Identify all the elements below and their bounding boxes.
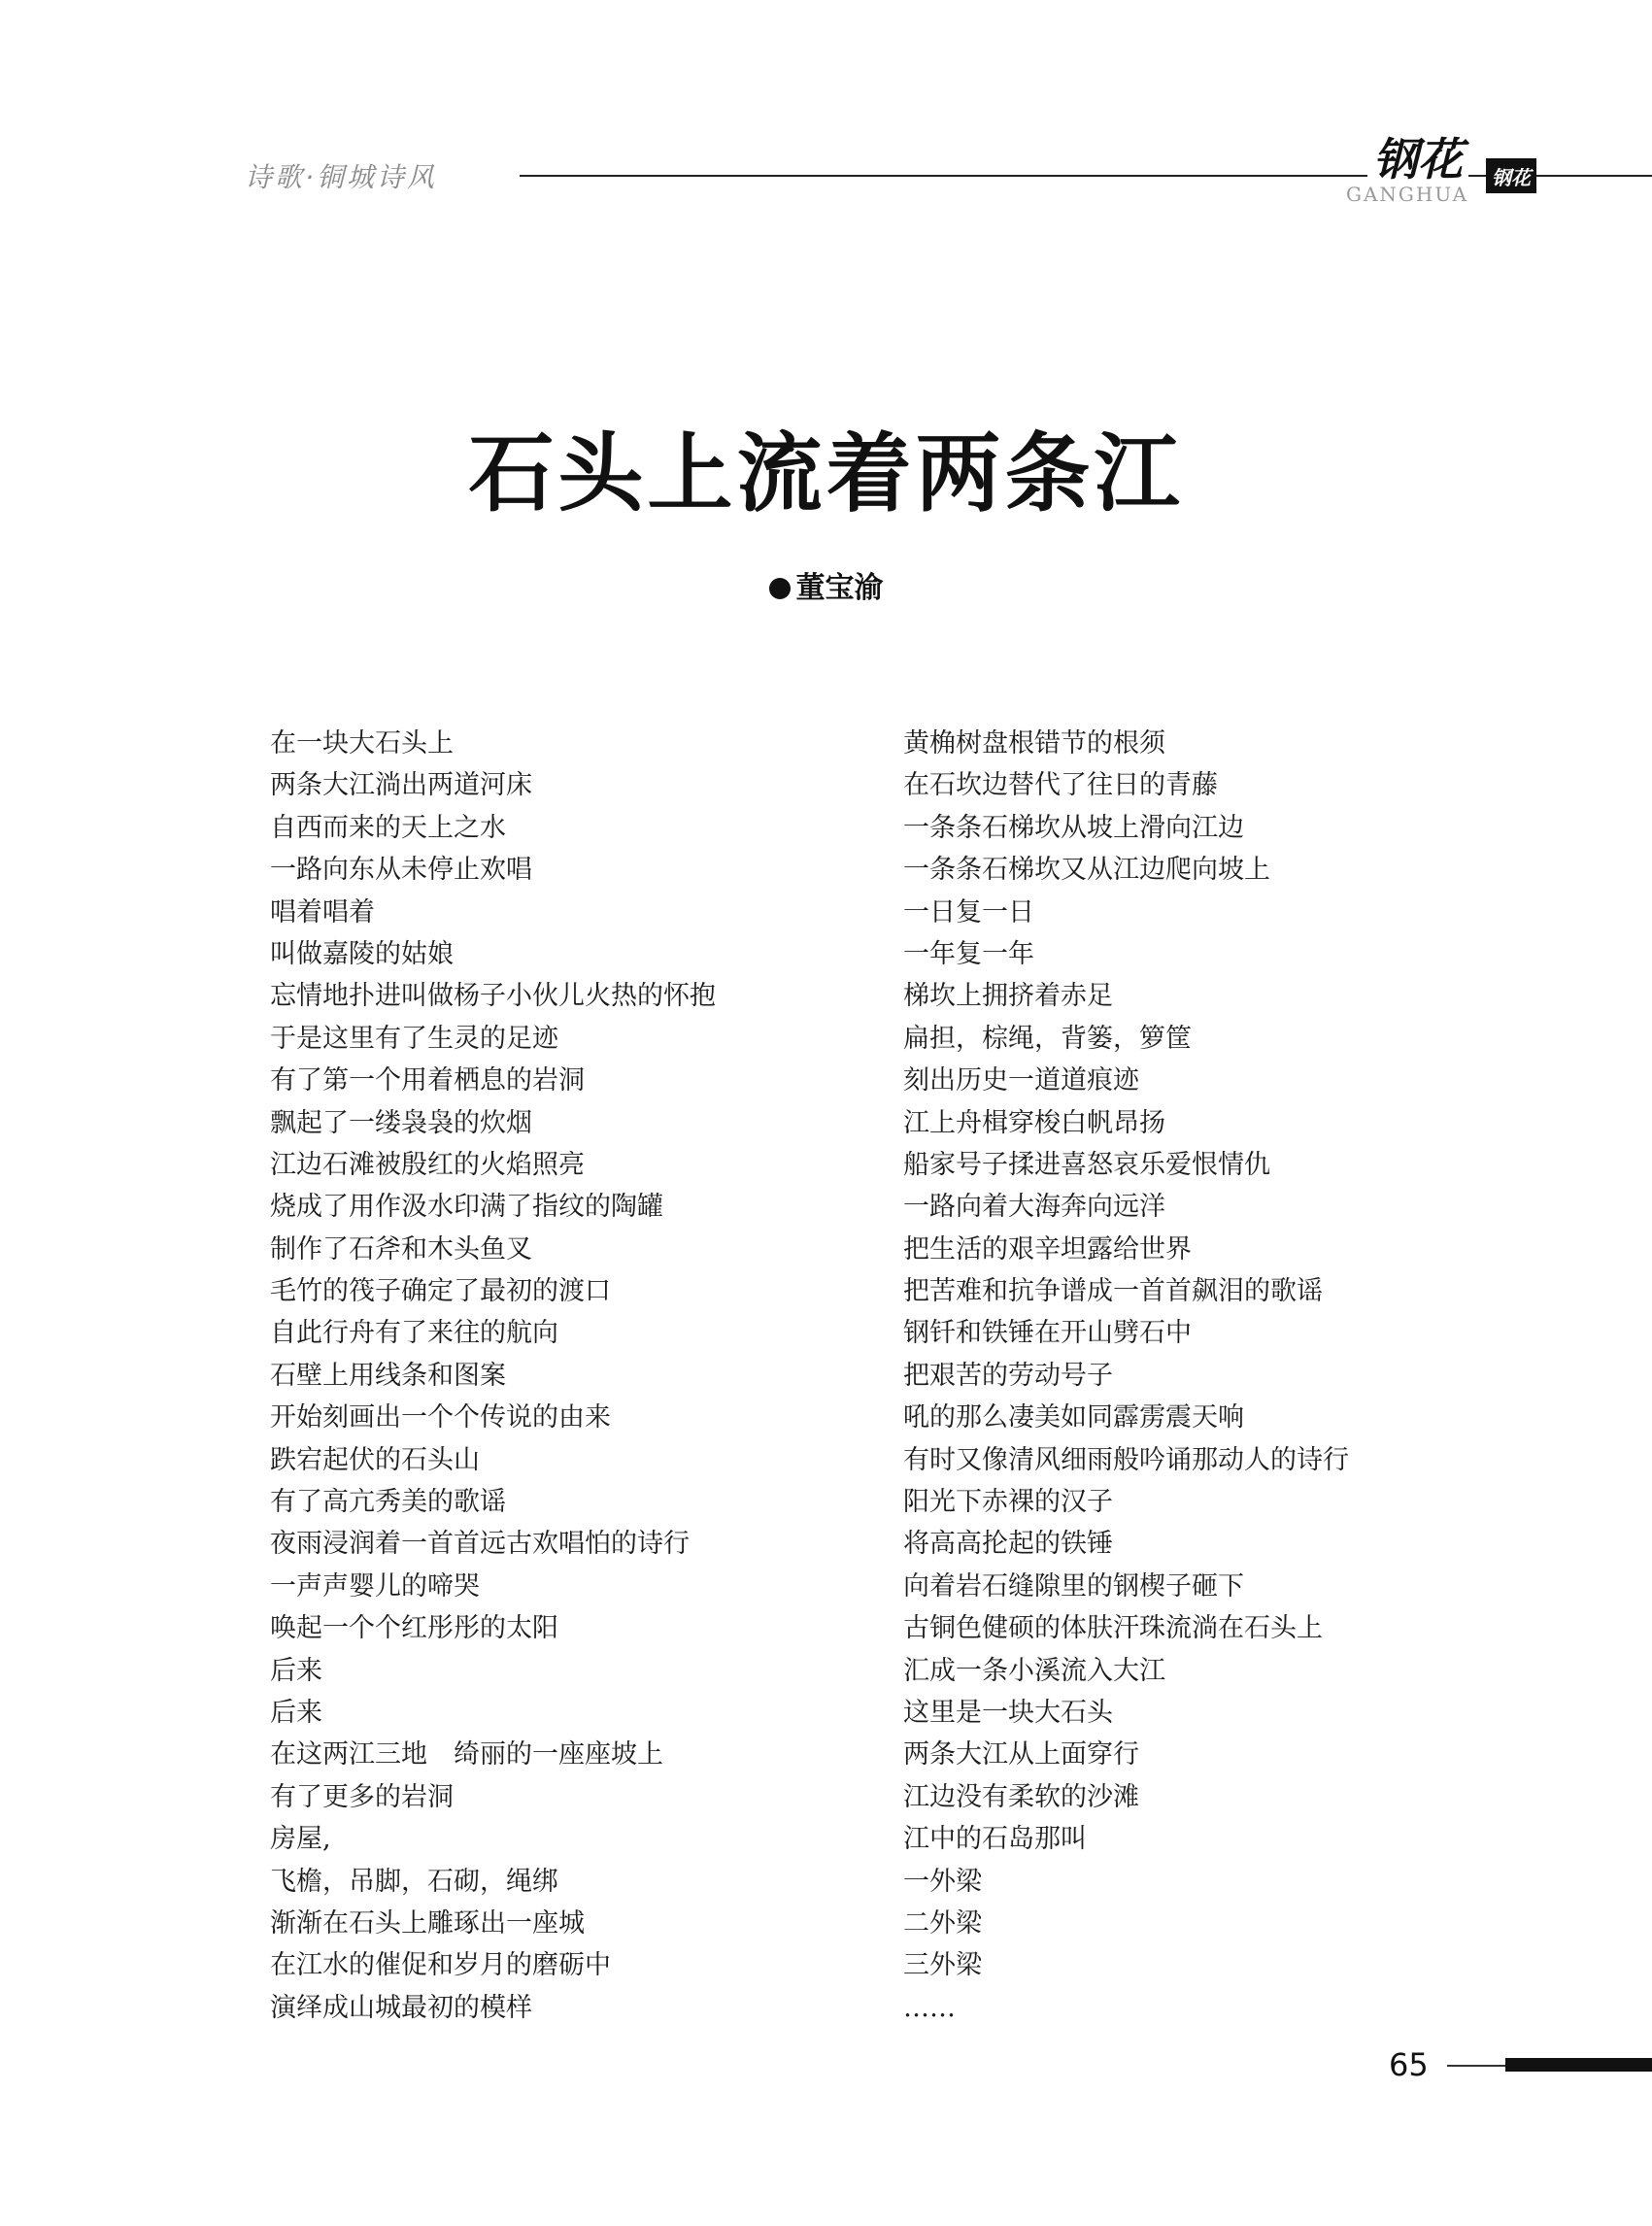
poem-line: …… [903, 1992, 956, 2023]
poem-line: 二外梁 [903, 1907, 982, 1939]
poem-line: 把生活的艰辛坦露给世界 [903, 1233, 1192, 1265]
poem-line: 把艰苦的劳动号子 [903, 1360, 1113, 1391]
page-number: 65 [1389, 2046, 1429, 2083]
section-label: 诗歌·铜城诗风 [245, 161, 437, 193]
poem-line: 江边石滩被殷红的火焰照亮 [270, 1149, 585, 1180]
poem-line: 有时又像清风细雨般吟诵那动人的诗行 [903, 1444, 1349, 1475]
poem-line: 将高高抡起的铁锤 [903, 1529, 1113, 1560]
header-rule [520, 175, 1491, 177]
poem-line: 唤起一个个红彤彤的太阳 [270, 1613, 558, 1644]
poem-line: 飘起了一缕袅袅的炊烟 [270, 1107, 532, 1138]
poem-line: 一条条石梯坎从坡上滑向江边 [903, 812, 1244, 843]
poem-line: 一路向着大海奔向远洋 [903, 1192, 1165, 1223]
poem-line: 一声声婴儿的啼哭 [270, 1570, 480, 1602]
poem-line: 古铜色健硕的体肤汗珠流淌在石头上 [903, 1613, 1323, 1644]
poem-line: 一条条石梯坎又从江边爬向坡上 [903, 855, 1270, 886]
author-line [0, 563, 1652, 606]
poem-line: 夜雨浸润着一首首远古欢唱怕的诗行 [270, 1529, 690, 1560]
poem-line: 黄桷树盘根错节的根须 [903, 728, 1165, 759]
poem-line: 梯坎上拥挤着赤足 [903, 981, 1113, 1012]
poem-line: 在江水的催促和岁月的磨砺中 [270, 1950, 611, 1981]
poem-line: 毛竹的筏子确定了最初的渡口 [270, 1276, 611, 1307]
logo-badge-text: 钢花 [1492, 165, 1531, 189]
poem-line: 江上舟楫穿梭白帆昂扬 [903, 1107, 1165, 1138]
bullet-icon [769, 578, 791, 599]
poem-column-right [903, 723, 1349, 2029]
poem-line: 房屋, [270, 1824, 331, 1855]
poem-line: 两条大江淌出两道河床 [270, 770, 532, 801]
poem-line: 飞檐，吊脚，石砌，绳绑 [270, 1866, 558, 1897]
poem-line: 一外梁 [903, 1866, 982, 1897]
poem-line: 江中的石岛那叫 [903, 1824, 1087, 1855]
poem-line: 叫做嘉陵的姑娘 [270, 938, 454, 969]
poem-column-left [270, 723, 716, 2029]
poem-line: 烧成了用作汲水印满了指纹的陶罐 [270, 1192, 663, 1223]
poem-line: 在石坎边替代了往日的青藤 [903, 770, 1218, 801]
poem-line: 有了高亢秀美的歌谣 [270, 1487, 506, 1518]
poem-line: 跌宕起伏的石头山 [270, 1444, 480, 1475]
magazine-logo: 钢花 [1367, 124, 1468, 188]
poem-line: 这里是一块大石头 [903, 1697, 1113, 1728]
poem-line: 制作了石斧和木头鱼叉 [270, 1233, 532, 1265]
poem-line: 后来 [270, 1697, 322, 1728]
footer-bar [1505, 2058, 1652, 2072]
poem-line: 渐渐在石头上雕琢出一座城 [270, 1907, 585, 1939]
poem-line: 刻出历史一道道痕迹 [903, 1065, 1139, 1096]
poem-line: 船家号子揉进喜怒哀乐爱恨情仇 [903, 1149, 1270, 1180]
poem-line: 在一块大石头上 [270, 728, 454, 759]
poem-line: 在这两江三地 绮丽的一座座坡上 [270, 1739, 663, 1771]
header-rule-right [1536, 175, 1652, 177]
poem-line: 钢钎和铁锤在开山劈石中 [903, 1318, 1192, 1349]
poem-line: 一路向东从未停止欢唱 [270, 855, 532, 886]
poem-line: 忘情地扑进叫做杨子小伙儿火热的怀抱 [270, 981, 716, 1012]
poem-line: 唱着唱着 [270, 896, 375, 928]
magazine-logo-latin: GANGHUA [1346, 183, 1469, 206]
poem-line: 有了更多的岩洞 [270, 1781, 454, 1812]
poem-line: 三外梁 [903, 1950, 982, 1981]
poem-line: 于是这里有了生灵的足迹 [270, 1023, 558, 1054]
poem-line: 阳光下赤裸的汉子 [903, 1487, 1113, 1518]
poem-line: 两条大江从上面穿行 [903, 1739, 1139, 1771]
poem-line: 扁担，棕绳，背篓，箩筐 [903, 1023, 1192, 1054]
poem-line: 有了第一个用着栖息的岩洞 [270, 1065, 585, 1096]
poem-line: 自此行舟有了来往的航向 [270, 1318, 558, 1349]
poem-line: 一日复一日 [903, 896, 1034, 928]
poem-line: 一年复一年 [903, 938, 1034, 969]
poem-line: 石壁上用线条和图案 [270, 1360, 506, 1391]
logo-badge [1486, 158, 1536, 193]
poem-line: 后来 [270, 1655, 322, 1686]
poem-line: 江边没有柔软的沙滩 [903, 1781, 1139, 1812]
poem-line: 把苦难和抗争谱成一首首飙泪的歌谣 [903, 1276, 1323, 1307]
poem-line: 开始刻画出一个个传说的由来 [270, 1402, 611, 1433]
poem-line: 自西而来的天上之水 [270, 812, 506, 843]
poem-line: 演绎成山城最初的模样 [270, 1992, 532, 2023]
poem-title: 石头上流着两条江 [468, 422, 1184, 523]
poem-line: 汇成一条小溪流入大江 [903, 1655, 1165, 1686]
poem-line: 向着岩石缝隙里的钢楔子砸下 [903, 1570, 1244, 1602]
author-name: 董宝渝 [795, 571, 884, 605]
footer-rule [1447, 2065, 1505, 2067]
poem-line: 吼的那么凄美如同霹雳震天响 [903, 1402, 1244, 1433]
